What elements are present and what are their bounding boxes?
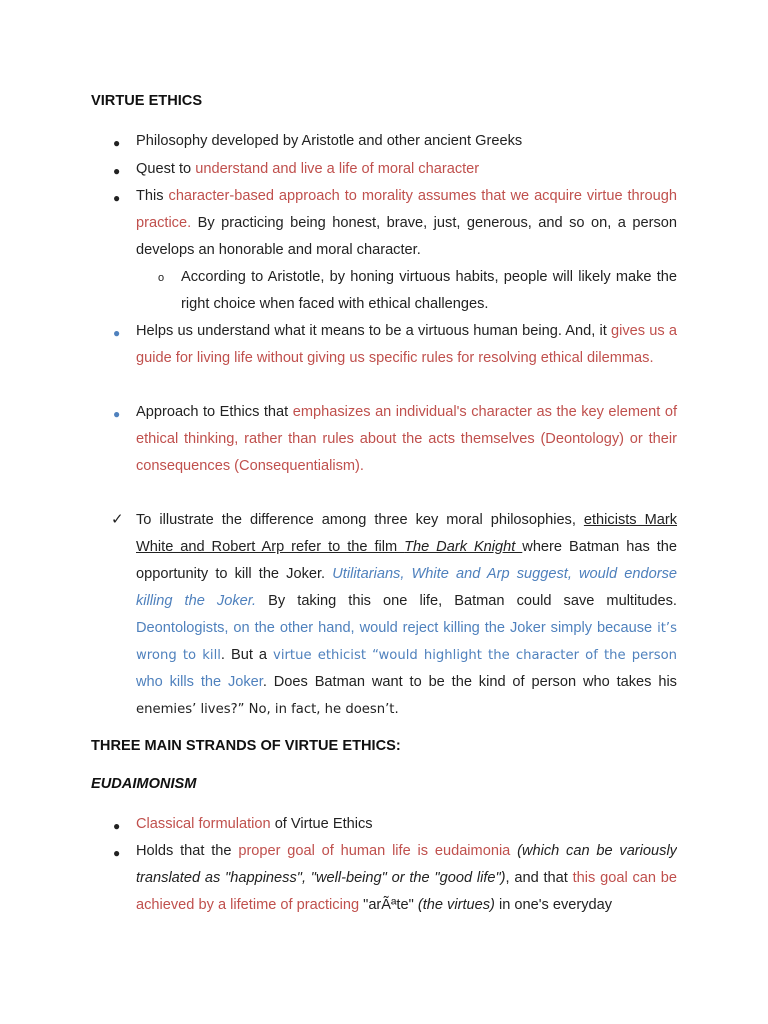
bullet-item: Quest to understand and live a life of moral character	[136, 161, 480, 177]
bullet-marker: ●	[113, 846, 121, 860]
bullet-marker: ●	[113, 191, 121, 205]
heading-virtue-ethics: VIRTUE ETHICS	[91, 93, 203, 109]
bullet-marker: ●	[113, 326, 121, 340]
bullet-item: Holds that the proper goal of human life is eudaimonia (which can be variously translated as "happiness", "well-being" or the "good life"), and that this goal can be achieved by a lifetime of practicing "arÃªte" (the virtues) in one's everyday	[136, 843, 677, 913]
bullet-marker: ●	[113, 407, 121, 421]
bullet-marker: ●	[113, 164, 121, 178]
sub-bullet-marker: o	[158, 272, 165, 284]
bullet-item: This character-based approach to morality assumes that we acquire virtue through practice. By practicing being honest, brave, just, generous, and so on, a person develops an honorable and moral character.	[136, 188, 678, 258]
check-icon: ✓	[111, 511, 124, 528]
heading-three-strands: THREE MAIN STRANDS OF VIRTUE ETHICS:	[91, 738, 401, 754]
bullet-item: Approach to Ethics that emphasizes an individual's character as the key element of ethical thinking, rather than rules about the acts themselves (Deontology) or their consequences (Consequentialism).	[136, 404, 677, 474]
bullet-item: Helps us understand what it means to be a virtuous human being. And, it gives us a guide for living life without giving us specific rules for resolving ethical dilemmas.	[136, 323, 677, 366]
bullet-item: Classical formulation of Virtue Ethics	[136, 816, 373, 832]
bullet-item: Philosophy developed by Aristotle and other ancient Greeks	[136, 133, 523, 149]
sub-bullet-item: According to Aristotle, by honing virtuous habits, people will likely make the right choice when faced with ethical challenges.	[181, 269, 677, 312]
check-paragraph: To illustrate the difference among three key moral philosophies, ethicists Mark White and Robert Arp refer to the film The Dark Knight where Batman has the opportunity to kill the Joker. Utilitarians, White and Arp suggest, would endorse killing the Joker. By taking this one life, Batman could save multitudes. Deontologists, on the other hand, would reject killing the Joker simply because it’s wrong to kill. But a virtue ethicist “would highlight the character of the person who kills the Joker. Does Batman want to be the kind of person who takes his enemies’ lives?” No, in fact, he doesn’t.	[136, 512, 678, 717]
bullet-marker: ●	[113, 819, 121, 833]
heading-eudaimonism: EUDAIMONISM	[91, 776, 197, 792]
bullet-marker: ●	[113, 136, 121, 150]
